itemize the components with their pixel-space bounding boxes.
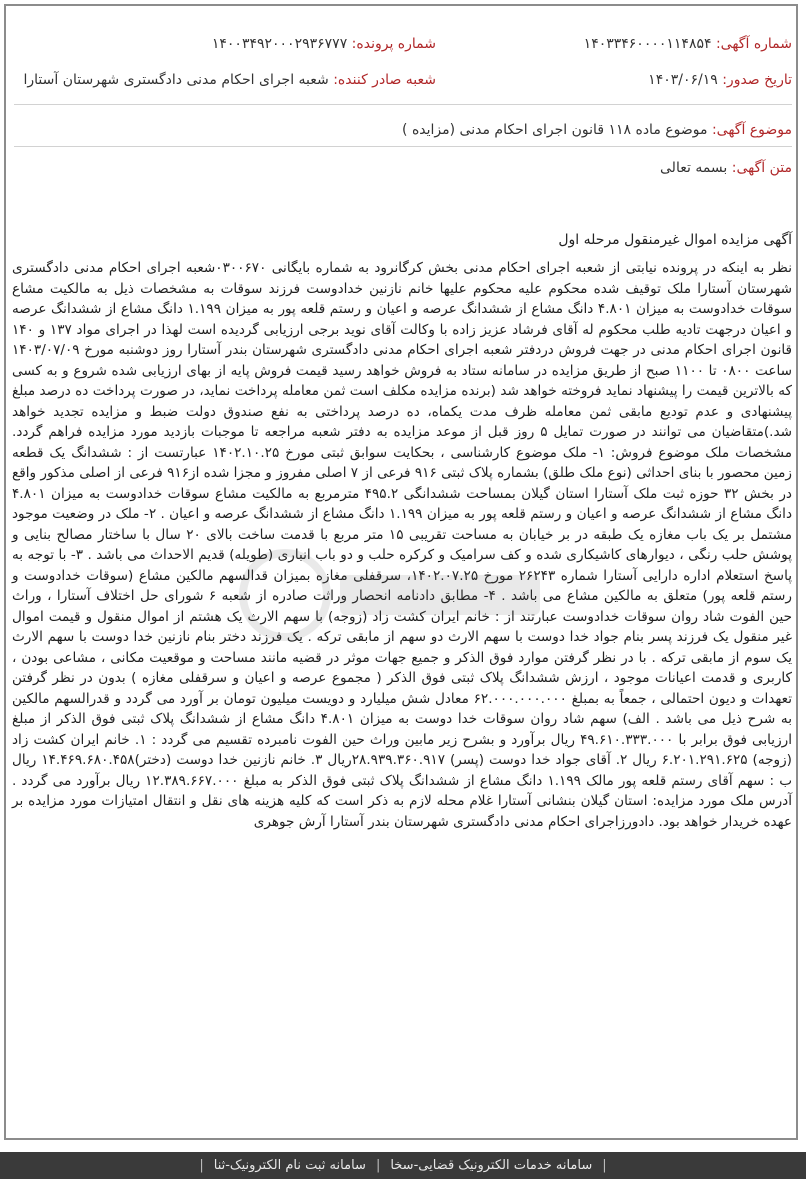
issuer-value: شعبه اجرای احکام مدنی دادگستری شهرستان آستارا — [23, 72, 329, 88]
notice-number-value: ۱۴۰۳۳۴۶۰۰۰۰۱۱۴۸۵۴ — [583, 36, 712, 52]
divider — [14, 146, 792, 147]
text-label: متن آگهی: — [731, 160, 792, 176]
footer-link-sana[interactable]: سامانه ثبت نام الکترونیک-ثنا — [213, 1158, 366, 1173]
subject-value: موضوع ماده ۱۱۸ قانون اجرای احکام مدنی (مزایده ) — [402, 122, 708, 138]
issue-date-value: ۱۴۰۳/۰۶/۱۹ — [648, 72, 718, 88]
issue-date-label: تاریخ صدور: — [722, 72, 792, 88]
notice-body: نظر به اینکه در پرونده نیابتی از شعبه اجرای احکام مدنی بخش کرگانرود به شماره بایگانی ۰۳۰۰۶۷۰شعبه اجرای احکام مدنی دادگستری شهرستان آستارا ملک توقیف شده محکوم علیه محکوم علیها خانم نازنین خدادوست فرزند سوقات به مشخصات ذیل به مالکیت مشاع سوقات خداد‌وست به میزان ۴.۸۰۱ دانگ مشاع از ششدانگ عرصه و اعیان و رستم قلعه پور به میزان ۱.۱۹۹ دانگ مشاع از ششدانگ عرصه و اعیان درجهت تادیه طلب محکوم له آقای فرشاد عزیز زاده با وکالت آقای نوید برجی ارزیابی گردیده است لهذا در اجرای مواد ۱۳۷ و ۱۴۰ قانون اجرای احکام مدنی در جهت فروش دردفتر شعبه اجرای احکام مدنی دادگستری شهرستان بندر آستارا روز دوشنبه مورخ ۱۴۰۳/۰۷/۰۹ ساعت ۰۸۰۰ تا ۱۱۰۰ صبح از طریق مزایده در سامانه ستاد به فروش خواهد رسید قیمت فروش پایه از بهای ارزیابی شده شروع و به کسی که بالاترین قیمت را پیشنهاد نماید فروخته خواهد شد (برنده مزایده مکلف است ثمن معامله پرداخت نماید، در صورت پرداخت ده درصد مبلغ پیشنهادی و عدم تودیع مابقی ثمن معامله ظرف مدت یکماه، ده درصد پرداختی به نفع صندوق دولت ضبط و مزایده تجدید خواهد شد.)متقاضیان می توانند در صورت تمایل ۵ روز قبل از موعد مزایده به دفتر شعبه مراجعه تا موجبات بازدید مورد مزایده فراهم گردد. مشخصات ملک موضوع فروش: ۱- ملک موضوع کارشناسی ، بحکایت سوابق ثبتی مورخ ۱۴۰۲.۱۰.۲۵ عبارتست از : ششدانگ یک قطعه زمین محصور با بنای احداثی (نوع ملک طلق) بشماره پلاک ثبتی ۹۱۶ فرعی از ۷ اصلی مفروز و مجزا شده از۹۱۶ فرعی از اصلی مذکور واقع در بخش ۳۲ حوزه ثبت ملک آستارا استان گیلان بمساحت ششدانگی ۴۹۵.۲ مترمربع به مالکیت مشاع سوقات خداد‌وست به میزان ۴.۸۰۱ دانگ مشاع از ششدانگ عرصه و اعیان و رستم قلعه پور به میزان ۱.۱۹۹ دانگ مشاع از ششدانگ عرصه و اعیان . ۲- ملک در وضعیت موجود مشتمل بر یک باب مغازه یک طبقه در بر خیابان به مساحت تقریبی ۱۵ متر مربع با قدمت ساخت بالای ۲۰ سال با ساختار مصالح بنایی و پوشش حلب رنگی ، دیوارهای کاشیکاری شده و کف سرامیک و کرکره حلب و دو باب انباری (طویله) قدیم الاحداث می باشد . ۳- با توجه به پاسخ استعلام اداره دارایی آستارا شماره ۲۶۲۴۳ مورخ ۱۴۰۲.۰۷.۲۵، سرقفلی مغازه بمیزان قدالسهم مالکین مشاع (سوقات خداد‌وست و رستم قلعه پور) متعلق به مالکین مشاع می باشد . ۴- مطابق دادنامه انحصار وراثت صادره از شعبه ۶ شورای حل اختلاف آستارا ، وراث حین الفوت شاد روان سوقات خداد‌وست عبارتند از : خانم ایران کشت زاد (زوجه) با سهم الارث یک هشتم از اموال منقول و قیمت اموال غیر منقول یک فرزند پسر بنام جواد خدا دوست با سهم الارث دو سهم از مابقی ترکه . یک فرزند دختر بنام نازنین خدا دوست با سهم الارث یک سوم از مابقی ترکه . با در نظر گرفتن موارد فوق الذکر و جمیع جهات موثر در قضیه مانند مساحت و موقعیت مکانی ، مشاعی بودن ، کاربری و قدمت اعیانات موجود ، ارزش ششدانگ پلاک ثبتی فوق الذکر ( مجموع عرصه و اعیان و سرقفلی مغازه ) بدون در نظر گرفتن تعهدات و دیون احتمالی ، جمعاً به بمبلغ ۶۲.۰۰۰.۰۰۰.۰۰۰ معادل شش میلیارد و دویست میلیون تومان بر آورد می گردد و قدرالسهم مالکین به شرح ذیل می باشد . الف) سهم شاد روان سوقات خدا دوست به میزان ۴.۸۰۱ دانگ مشاع از ششدانگ پلاک ثبتی فوق الذکر از مبلغ ارزیابی فوق برابر با ۴۹.۶۱۰.۳۳۳.۰۰۰ ریال برآورد و بشرح زیر مابین وراث حین الفوت نامبرده تقسیم می گردد : ۱. خانم ایران کشت زاد (زوجه) ۶.۲۰۱.۲۹۱.۶۲۵ ریال ۲. آقای جواد خدا دوست (پسر) ۲۸.۹۳۹.۳۶۰.۹۱۷ریال ۳. خانم نازنین خدا دوست (دختر)۱۴.۴۶۹.۶۸۰.۴۵۸ ریال ب : سهم آقای رستم قلعه پور مالک ۱.۱۹۹ دانگ مشاع از ششدانگ پلاک ثبتی فوق الذکر به مبلغ ۱۲.۳۸۹.۶۶۷.۰۰۰ ریال برآورد می گردد . آدرس ملک مورد مزایده: استان گیلان بنشانی آستارا غلام محله لازم به ذکر است که کلیه هزینه های نقل و انتقال امتیازات مورد مزایده بر عهده خریدار خواهد بود. دادورزاجرای احکام مدنی دادگستری شهرستان بندر آستارا آرش جوهری — [12, 260, 793, 830]
issue-date — [648, 72, 792, 88]
footer-link-sakha[interactable]: سامانه خدمات الکترونیک قضایی-سخا — [390, 1158, 593, 1173]
text-intro-value: بسمه تعالی — [660, 160, 728, 176]
notice-number — [584, 36, 792, 52]
subject — [402, 122, 792, 138]
footer-separator: | — [375, 1158, 381, 1173]
footer-separator: | — [602, 1158, 607, 1173]
text-intro — [660, 160, 792, 176]
issuer-label: شعبه صادر کننده: — [333, 72, 436, 88]
notice-number-label: شماره آگهی: — [715, 36, 792, 52]
case-number-value: ۱۴۰۰۳۴۹۲۰۰۰۲۹۳۶۷۷۷ — [211, 36, 348, 52]
footer-separator: | — [199, 1158, 204, 1173]
subject-label: موضوع آگهی: — [711, 122, 792, 138]
divider — [14, 104, 792, 105]
case-number — [212, 36, 436, 52]
notice-heading: آگهی مزایده اموال غیرمنقول مرحله اول — [558, 232, 792, 248]
footer-bar — [0, 1152, 806, 1179]
case-number-label: شماره پرونده: — [351, 36, 436, 52]
issuer — [24, 72, 436, 88]
